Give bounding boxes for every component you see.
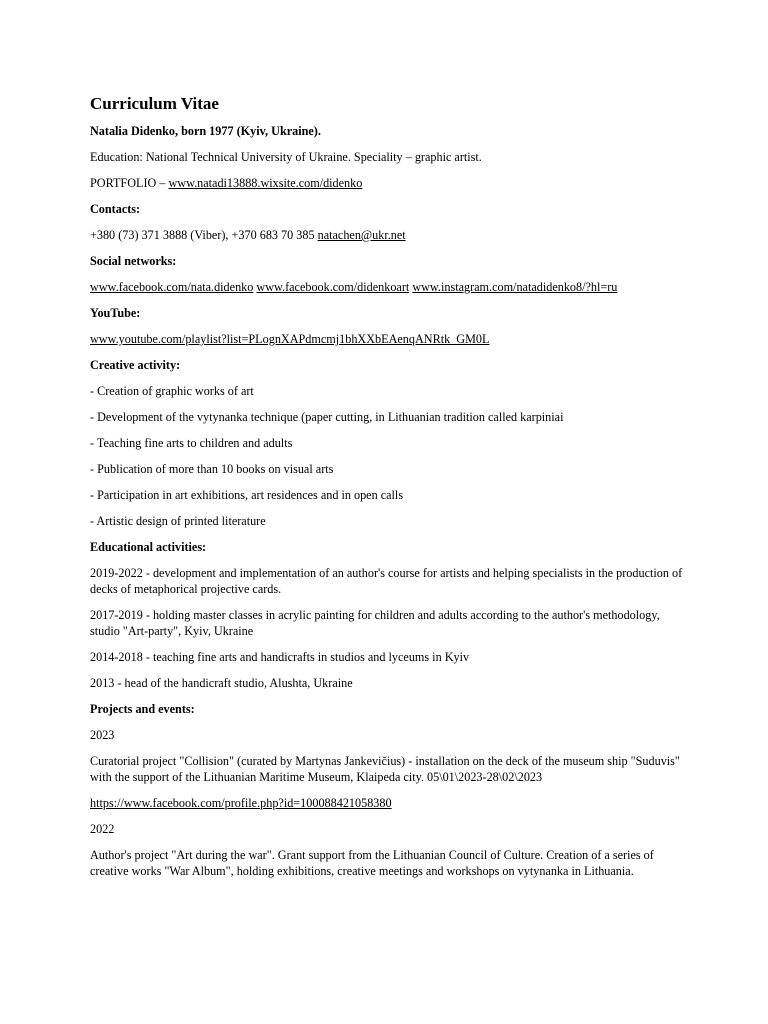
educational-item: 2017-2019 - holding master classes in acrylic painting for children and adults according to the author's methodology, studio "Art-party", Kyiv, Ukraine (90, 608, 660, 638)
contact-phones: +380 (73) 371 3888 (Viber), +370 683 70 385 (90, 228, 318, 242)
name-line: Natalia Didenko, born 1977 (Kyiv, Ukraine). (90, 124, 321, 138)
facebook-link-personal[interactable]: www.facebook.com/nata.didenko (90, 280, 254, 294)
creative-item: - Artistic design of printed literature (90, 514, 266, 528)
facebook-link-art[interactable]: www.facebook.com/didenkoart (256, 280, 410, 294)
portfolio-link[interactable]: www.natadi13888.wixsite.com/didenko (168, 176, 363, 190)
educational-item: 2014-2018 - teaching fine arts and handicrafts in studios and lyceums in Kyiv (90, 650, 470, 664)
year-2022: 2022 (90, 822, 115, 836)
cv-document (90, 94, 690, 889)
creative-item: - Development of the vytynanka technique (paper cutting, in Lithuanian tradition called karpiniai (90, 410, 564, 424)
projects-heading: Projects and events: (90, 702, 195, 716)
portfolio-line (90, 175, 690, 191)
project-2023-link[interactable]: https://www.facebook.com/profile.php?id=100088421058380 (90, 796, 392, 810)
project-2023-link-line (90, 795, 690, 811)
education-line: Education: National Technical University of Ukraine. Speciality – graphic artist. (90, 150, 482, 164)
creative-item: - Teaching fine arts to children and adults (90, 436, 293, 450)
youtube-line (90, 331, 690, 347)
youtube-heading: YouTube: (90, 306, 141, 320)
project-2022: Author's project "Art during the war". Grant support from the Lithuanian Council of Culture. Creation of a series of creative works "War Album", holding exhibitions, creative meetings and workshops on vytynanka in Lithuania. (90, 848, 654, 878)
youtube-link[interactable]: www.youtube.com/playlist?list=PLognXAPdmcmj1bhXXbEAenqANRtk_GM0L (90, 332, 490, 346)
instagram-link[interactable]: www.instagram.com/natadidenko8/?hl=ru (412, 280, 618, 294)
contact-email-link[interactable]: natachen@ukr.net (317, 228, 406, 242)
creative-item: - Creation of graphic works of art (90, 384, 254, 398)
year-2023: 2023 (90, 728, 115, 742)
contacts-heading: Contacts: (90, 202, 141, 216)
contacts-line (90, 227, 690, 243)
creative-heading: Creative activity: (90, 358, 181, 372)
creative-item: - Publication of more than 10 books on visual arts (90, 462, 334, 476)
educational-item: 2019-2022 - development and implementation of an author's course for artists and helping specialists in the production of decks of metaphorical projective cards. (90, 566, 683, 596)
educational-item: 2013 - head of the handicraft studio, Alushta, Ukraine (90, 676, 353, 690)
project-2023: Curatorial project "Collision" (curated by Martynas Jankevičius) - installation on the deck of the museum ship "Suduvis" with the support of the Lithuanian Maritime Museum, Klaipeda city. 05\01\2023-28\02\2023 (90, 754, 680, 784)
creative-item: - Participation in art exhibitions, art residences and in open calls (90, 488, 404, 502)
social-heading: Social networks: (90, 254, 177, 268)
portfolio-label: PORTFOLIO – (90, 176, 169, 190)
document-title: Curriculum Vitae (90, 94, 219, 113)
social-links-line (90, 279, 690, 295)
educational-heading: Educational activities: (90, 540, 207, 554)
